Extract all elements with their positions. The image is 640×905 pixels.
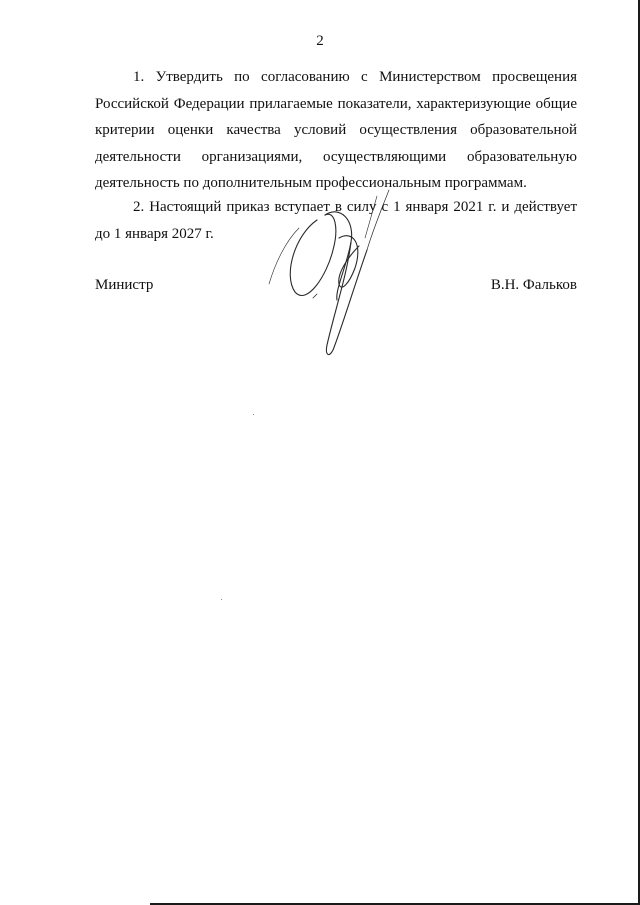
signer-name: В.Н. Фальков <box>490 277 577 293</box>
paragraph-2: 2. Настоящий приказ вступает в силу с 1 января 2021 г. и действует до 1 января 2027 г. <box>95 199 577 242</box>
paragraph-1: 1. Утвердить по согласованию с Министерством просвещения Российской Федерации прилагаемые показатели, характеризующие общие критерии оценки качества условий осуществления образовательной деятельности организациями, осуществляющими образовательную деятельность по дополнительным профессиональным программам. <box>95 69 577 191</box>
scan-speck <box>221 599 222 600</box>
signer-position: Министр <box>95 277 154 293</box>
handwritten-signature <box>255 180 395 365</box>
scan-speck <box>253 414 254 415</box>
page-number: 2 <box>316 33 324 49</box>
